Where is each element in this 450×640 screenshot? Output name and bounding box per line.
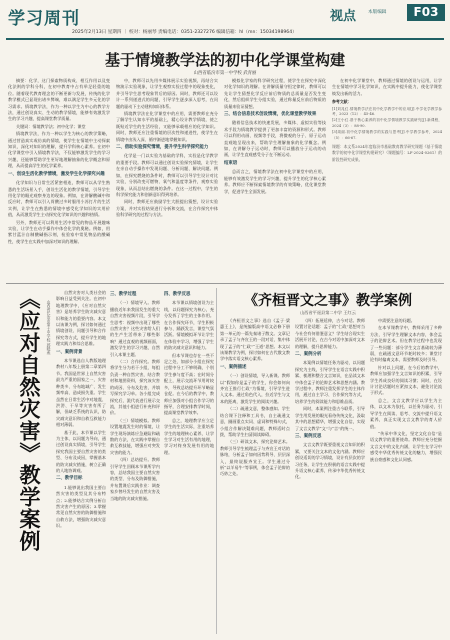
article3-column-2 bbox=[295, 318, 365, 634]
section-heading: 结束语 bbox=[224, 160, 238, 166]
paragraph: 摘要：化学，这门探索物质构成、相互作用以及变化法则的学科分科，在初中教育中占有举足轻重的地位。随着现代教育理念的不断更新与发展，传统的化学教学模式已显现出诸多弊端，难以满足学生多元化的学习需求。情境教学法，作为一种以学生为中心的教学方法，通过创设真实、生动的教学情境，能够有效激发学生的学习兴趣，提高课堂教学质量。 bbox=[8, 78, 110, 122]
reference-item: [3]周丽.初中化学情境教学的实践与思考[J].中学教学参考，2024（5）：66-67. bbox=[332, 130, 442, 140]
article3-column-1 bbox=[220, 318, 290, 634]
paragraph: 本节课选自人教版地理教材八年级上册第二章第四节。我国是世界上自然灾害最为严重的国家之一，灾害种类多、分布地域广、发生频率高、造成损失重。学生虽然在日常生活中对地震、洪涝、干旱等灾害有所了解，但缺乏系统的认识，防灾减灾意识和自救互救能力相对薄弱。 bbox=[56, 358, 106, 428]
paragraph: （一）情境导入。教师播放近年来我国发生的重大自然灾害视频片段，引导学生思考：视频中出现了哪些自然灾害？这些灾害给人们的生产生活带来了哪些影响？通过直观的视频画面，激发学生的学习兴趣，自然引入本课主题。 bbox=[110, 300, 160, 357]
editor-label: 本版编辑 bbox=[368, 10, 387, 15]
article1-column-4 bbox=[332, 78, 442, 278]
paragraph: 随着信息技术的快速发展，多媒体、虚拟实验等技术手段为情境教学提供了更加丰富的资源和形式。教师可以利用动画、视频等手段，将微观的分子、原子运动直观地呈现出来，帮助学生理解抽象的化学概念。例如，在讲解分子运动时，教师可以播放分子运动的动画，让学生直观感受分子在不断运动。 bbox=[224, 120, 326, 158]
reference-item: [1]刘兆红.情境教学法在初中化学教学中的应用[J].中学化学教学参考，2023（12）：45-46. bbox=[332, 106, 442, 117]
reference-item: [2]王小红.基于核心素养的初中化学情境教学实践研究[J].新课程，2024（3）：88-90. bbox=[332, 118, 442, 128]
article1-column-1 bbox=[8, 78, 110, 278]
section-label: 视点 bbox=[330, 9, 357, 24]
article2-column-3 bbox=[164, 290, 214, 634]
article1-column-3 bbox=[224, 78, 326, 278]
paragraph: 总之，地理教学应立足学生的生活实际，注重培养学生的地理核心素养，让学生学习对生活有用的地理，学习对终身发展有用的地理。 bbox=[164, 417, 214, 455]
article2-column-1 bbox=[56, 290, 106, 634]
section-heading: 三、结合信息技术创设情境，优化课堂教学效果 bbox=[224, 112, 317, 118]
section-heading: 二、借助实验探究情境，提升学生科学探究能力 bbox=[116, 145, 209, 151]
article2-author: 山西省长治市第十中学校 郭晓燕 bbox=[47, 300, 52, 355]
paragraph: 情境教学法，作为一种以学生为核心的教学策略，通过营造真实或仿真的情境，使学生在情境中主动探索知识，深化对知识的理解，提升学科核心素养。在初中化学课堂中引入情境教学法，不仅能够激发学生的学习兴趣，还能够帮助学生更好地理解抽象的化学概念和原理，从而提高学生的化学素养。 bbox=[8, 131, 110, 169]
paragraph: 同时，教师还应鼓励学生大胆提出猜想，设计实验方案，并对实验结果进行分析和交流，在合作探究中体验科学研究的过程与方法。 bbox=[116, 199, 218, 218]
paragraph: “传承中华文化，坚定文化自信”是语文教学的重要使命。教师应充分挖掘文言文中的文化内涵，让学生在学习中感受中华优秀传统文化的魅力，增强民族自豪感和文化认同感。 bbox=[370, 430, 442, 462]
paragraph: 同时，本案例注重古今联系，引导学生用发展的眼光看待传统文化，汲取其中的思想精华，增强文化自信，实现了文言文教学“文”与“言”的统一。 bbox=[295, 406, 365, 431]
masthead-date-line: 2025年2月13日 星期四 ｜ 校对：杨丽琴 责编电话：0351-2327276 编辑信箱：hl（mn：15034198964） bbox=[72, 30, 297, 35]
section-heading: 二、案例分析 bbox=[295, 352, 322, 358]
article3-title: 《齐桓晋文之事》教学案例 bbox=[244, 293, 412, 309]
article3-byline: 山西省平遥县第二中学 王红云 bbox=[300, 310, 356, 315]
section-heading: 三、教学过程 bbox=[110, 292, 137, 297]
paragraph: 本案例以情境任务为驱动，以问题探究为主线，引导学生在语言实践中积累、梳理和整合文言知识，在品读文本中体会孟子的论辩艺术和思想内涵。教学过程中，教师注重发挥学生的主体作用，通过自主学习、合作探究等方式，培养学生的阅读能力和思维品质。 bbox=[295, 360, 365, 404]
masthead-title: 学习周刊 bbox=[8, 9, 80, 29]
paragraph: 总而言之，情境教学法在初中化学课堂中的应用，能够有效激发学生的学习兴趣，提升学生的化学核心素养。教师应不断探索情境教学的有效策略，优化课堂教学，促进学生全面发展。 bbox=[224, 169, 326, 194]
paragraph: （二）合作探究。教师将学生分为若干小组，每组负责一种自然灾害，结合教材和地图资料，探究该灾害的成因、分布及危害，并填写探究学习单。各小组完成探究后，派代表进行展示交流，其他小组进行补充和评价。 bbox=[110, 359, 160, 416]
paragraph: 针对以上问题，在今后的教学中，教师应加强学生文言知识的积累，引导学生养成良好的阅读习惯；同时，在设计讨论话题时应紧扣文本，避免讨论流于形式。 bbox=[370, 364, 442, 396]
article1-byline: 山西省临汾市第一中学校 武青丽 bbox=[193, 71, 257, 76]
paragraph: 关键词：情境教学法；初中化学；课堂 bbox=[16, 123, 86, 129]
article3-column-3 bbox=[370, 318, 442, 634]
paragraph: （四）总结提升。教师引导学生回顾本节课所学内容，总结我国主要自然灾害的类型、分布及防御措施，并布置课后实践作业：调查家乡曾经发生的自然灾害及当地的防灾减灾措施。 bbox=[110, 457, 160, 501]
paragraph: 中，教师可以先用多媒体展示实验视频，再结合实物演示实验现象，让学生观察实验过程中的现象变化，并引导学生思考现象背后的原因。同时，教师还可以设计一系列递进式的问题，引导学生逐步深入思考，在问题的驱动下主动建构知识体系。 bbox=[116, 78, 218, 109]
section-heading: 一、创设生活化教学情境，激发学生化学探究兴趣 bbox=[8, 171, 105, 177]
paragraph: （三）研读文本，探究论辩艺术。教师引导学生梳理孟子与齐宣王对话的脉络，分析孟子如何因势利导、层层深入，最终说服齐宣王。学生通过分析“以羊易牛”等事例，体会孟子论辩的巧妙之处。 bbox=[220, 439, 290, 477]
paragraph: 模拟化学家的科学研究过程，使学生在探究中深化对化学知识的理解。在讲解质量守恒定律时，教师可以先让学生猜想化学反应前后物质的总质量是否发生变化，然后组织学生分组实验，通过称量反应前后物质的质量来验证猜想。 bbox=[224, 78, 326, 109]
paragraph: （二）疏通文意，整体感知。学生结合课下注释和工具书，自主疏通文意，圈画重点实词、虚词和特殊句式，小组合作解决疑难问题，教师适时点拨，帮助学生扫清阅读障碍。 bbox=[220, 406, 290, 437]
article-divider bbox=[216, 288, 217, 634]
paragraph: （四）拓展延伸，古今对话。教师设置讨论话题：孟子的“仁政”思想对当今社会有何借鉴意义？学生结合现实生活展开讨论，在古今对话中加深对文本的理解，提升思辨能力。 bbox=[295, 318, 365, 349]
section-heading: 一、案例描述 bbox=[220, 364, 247, 370]
section-heading: 三、案例反思 bbox=[295, 433, 322, 439]
paragraph: 基于此，本节课以学生为主体，以问题为导向，通过创设真实情境，引导学生探究我国主要自然灾害的类型、分布及成因，掌握基本的防灾减灾措施，树立正确的人地协调观。 bbox=[56, 429, 106, 473]
masthead-rule bbox=[6, 38, 444, 40]
paragraph: 课题：本文系2024年度临汾市基础教育教学研究课题《基于情境教学的初中化学课堂构建研究》（课题编号：LF-2024-0261）的阶段性研究成果。 bbox=[332, 144, 442, 162]
paragraph: （一）创设情境，导入新课。教师以“假如你是孟子的学生，你会如何向齐宣王推行仁政”为情境，引导学生进入文本。通过角色代入，拉近学生与文本的距离，激发学生的阅读兴趣。 bbox=[220, 373, 290, 404]
paragraph: 另外，教师还可以利用生活中常见的物品开展趣味实验，让学生在动手操作中体会化学的奥秘。例如，用紫甘蓝汁自制酸碱指示剂，检验家中常见物品的酸碱性，使学生在实践中加深对知识的理解。 bbox=[8, 219, 110, 244]
section-heading: 二、教学目标 bbox=[56, 476, 83, 482]
paragraph: 本节课以情境创设为主线，以问题探究为核心，充分发挥了学生的主体作用。在合作探究环节，学生积极参与、踊跃发言，课堂气氛活跃。情境模拟环节让学生在体验中学习，增强了学生的防灾减灾意识和能力。 bbox=[164, 300, 214, 351]
section-heading: 一、案例背景 bbox=[56, 349, 83, 355]
paragraph: 1.能够说出我国主要自然灾害的类型及其分布特点；2.能够结合实例分析自然灾害产生的原因；3.掌握常见自然灾害的防御措施和自救方法，增强防灾减灾意识。 bbox=[56, 484, 106, 529]
section-divider bbox=[6, 283, 444, 284]
paragraph: 在本节课教学中，教师采用了多种方法，引导学生理解文本内容，体会孟子的论辩艺术。但在教学过程中也发现了一些问题：部分学生文言基础较为薄弱，在疏通文意环节耗时较多；课堂讨论有时偏离文本，需要教师及时引导。 bbox=[370, 325, 442, 363]
section-heading: 四、教学反思 bbox=[164, 292, 191, 297]
paragraph: 《齐桓晋文之事》选自《孟子·梁惠王上》，是统编版高中语文必修下册第一单元的一篇先秦诸子散文。文章记录了孟子与齐宣王的一段对话，集中体现了孟子的“仁政”“王道”思想。本文以该课教学为例，探讨如何在古代散文教学中落实语文核心素养。 bbox=[220, 318, 290, 362]
masthead bbox=[0, 0, 450, 42]
article1-title: 基于情境教学法的初中化学课堂构建 bbox=[104, 51, 345, 69]
paragraph: 中需要注意的问题。 bbox=[378, 318, 415, 323]
article2-column-2 bbox=[110, 290, 160, 634]
paragraph: 参考文献： bbox=[332, 99, 352, 105]
paragraph: 文言文教学既要重视文言知识的积累，又要关注文本的文化内涵。教师应创设适切的学习情境，设计有层次的学习任务，让学生在积极的语言实践中提升语文核心素养，传承中华优秀传统文化。 bbox=[295, 442, 365, 480]
paragraph: 总之，文言文教学应以学生为主体，以文本为依托，以任务为驱动，引导学生在阅读、思考、交流中提升语文素养，真正实现文言文教学的育人价值。 bbox=[370, 397, 442, 429]
paragraph: 在初中化学课堂中，教师通过情境的创设与运用，让学生在情境中学习化学知识，在实践中提升能力，使化学课堂焕发出新的活力。 bbox=[332, 78, 442, 96]
paragraph: 自然灾害对人类社会的影响日益受到关注。在初中地理教学中，《应对自然灾害》是培养学生防灾减灾意识和能力的重要内容。本文以该课为例，探讨如何通过情境创设、问题引导和合作探究等方式，提升学生的地理实践力和综合思维。 bbox=[56, 290, 106, 347]
paragraph: 化学知识与日常生活紧密相连，教师可以从学生熟悉的生活场景入手，创设生活化的教学情境，引导学生用化学的眼光观察身边的现象。例如，在讲解酸碱中和反应时，教师可以引入胃酸过多时服用小苏打片的生活实例，让学生在熟悉的情境中感受化学知识的实用价值，从而激发学生主动探究化学知识的兴趣和热情。 bbox=[8, 180, 110, 218]
paragraph: （三）情境模拟。教师设置地震发生时的情境，让学生现场演练应急避险和疏散的方法，在实践中掌握自救互救技能，增强应对突发灾害的能力。 bbox=[110, 417, 160, 455]
paragraph: 化学是一门以实验为基础的学科，实验是化学教学的重要手段。教师可以通过创设实验探究情境，让学生在亲自动手操作中发现问题、分析问题、解决问题。例如，在探究燃烧的条件时，教师可以引导学生设计对比实验，分别改变可燃物、氧气和温度等条件，观察实验现象，从而总结出燃烧的条件。在这一过程中，学生的科学探究能力和创新意识得到培养。 bbox=[116, 153, 218, 197]
paragraph: 但本节课也存在一些不足之处，如部分小组在探究过程中分工不够明确，个别学生参与度不高；在时间分配上，展示交流环节用时较多，导致总结提升环节略显仓促。在今后的教学中，教师应加强对小组合作学习的指导，合理安排教学时间，提高课堂教学效率。 bbox=[164, 352, 214, 416]
paragraph: 情境教学法在化学课堂中的应用，需要教师在充分了解学生认知水平的基础上，精心设计教学情境，使之既贴近学生的生活经验，又能够承载相应的化学知识。同时，教师还应注重情境的层次性和递进性，使学生在情境中由浅入深、循序渐进地掌握知识。 bbox=[116, 111, 218, 142]
page-number-badge: F03 bbox=[407, 4, 445, 21]
article1-column-2 bbox=[116, 78, 218, 278]
article2-title: 《应对自然灾害》教学案例 bbox=[17, 288, 41, 552]
